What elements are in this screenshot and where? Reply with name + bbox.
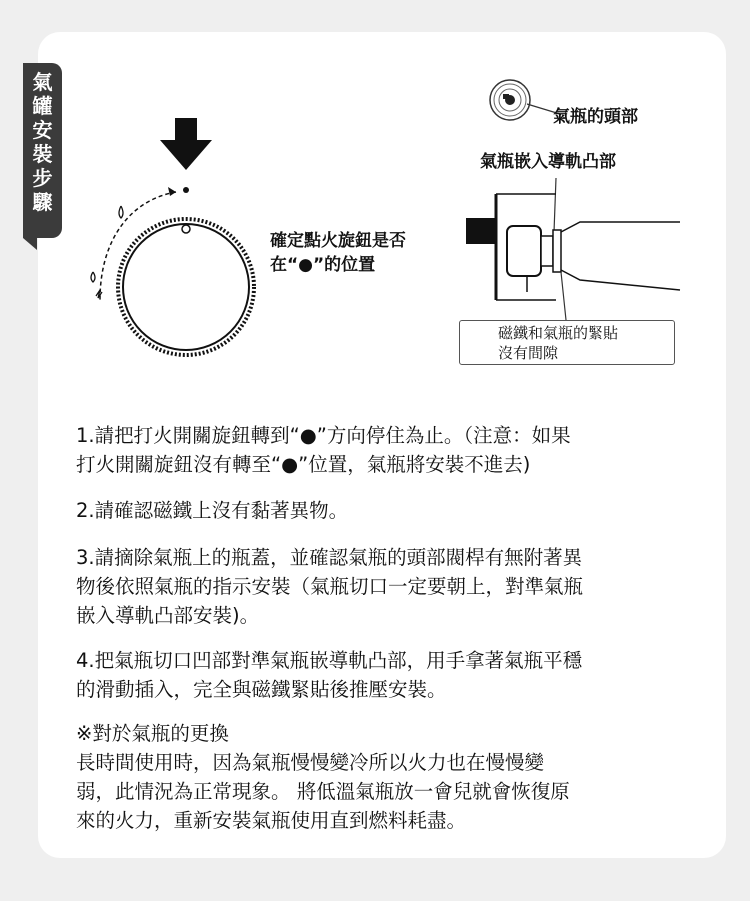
magnet-note-line1: 磁鐵和氣瓶的緊貼 — [498, 324, 619, 342]
knob-position-label: 確定點火旋鈕是否 — [270, 231, 406, 251]
step-4-line-2: 的滑動插入，完全與磁鐵緊貼後推壓安裝。 — [76, 678, 447, 701]
note-line-2: 弱，此情況為正常現象。 將低溫氣瓶放一會兒就會恢復原 — [76, 780, 570, 803]
canister-mount-icon — [466, 194, 680, 300]
step-2-line-1: 2.請確認磁鐵上沒有黏著異物。 — [76, 499, 349, 522]
step-4 — [76, 646, 696, 704]
magnet-note-line2: 沒有間隙 — [498, 344, 559, 362]
step-1-line-1: 1.請把打火開關旋鈕轉到“●”方向停住為止。（注意：如果 — [76, 424, 571, 447]
replacement-note — [76, 719, 696, 835]
note-line-1: 長時間使用時，因為氣瓶慢慢變冷所以火力也在慢慢變 — [76, 751, 545, 774]
small-flame-icon — [91, 272, 95, 282]
ignition-dot-icon — [183, 187, 189, 193]
step-1-line-2: 打火開關旋鈕沒有轉至“●”位置，氣瓶將安裝不進去) — [76, 453, 531, 476]
step-4-line-1: 4.把氣瓶切口凹部對準氣瓶嵌導軌凸部，用手拿著氣瓶平穩 — [76, 649, 583, 672]
side-tab-title: 氣 罐 安 裝 步 驟 — [32, 70, 53, 214]
note-title: ※對於氣瓶的更換 — [76, 722, 229, 745]
rail-label: 氣瓶嵌入導軌凸部 — [480, 152, 616, 172]
step-1 — [76, 421, 696, 479]
step-3-line-3: 嵌入導軌凸部安裝)。 — [76, 604, 260, 627]
note-line-3: 來的火力，重新安裝氣瓶使用直到燃料耗盡。 — [76, 809, 467, 832]
step-2 — [76, 496, 696, 525]
spark-icon — [96, 290, 102, 298]
ignition-knob-icon — [118, 219, 254, 355]
step-3-line-2: 物後依照氣瓶的指示安裝（氣瓶切口一定要朝上，對準氣瓶 — [76, 575, 584, 598]
canister-head-icon — [490, 80, 530, 120]
knob-position-label-2: 在“●”的位置 — [270, 255, 376, 275]
large-flame-icon — [119, 206, 123, 218]
canister-head-label: 氣瓶的頭部 — [553, 107, 638, 127]
step-3-line-1: 3.請摘除氣瓶上的瓶蓋，並確認氣瓶的頭部閥桿有無附著異 — [76, 546, 583, 569]
down-arrow-icon — [160, 118, 212, 170]
step-3 — [76, 543, 696, 630]
